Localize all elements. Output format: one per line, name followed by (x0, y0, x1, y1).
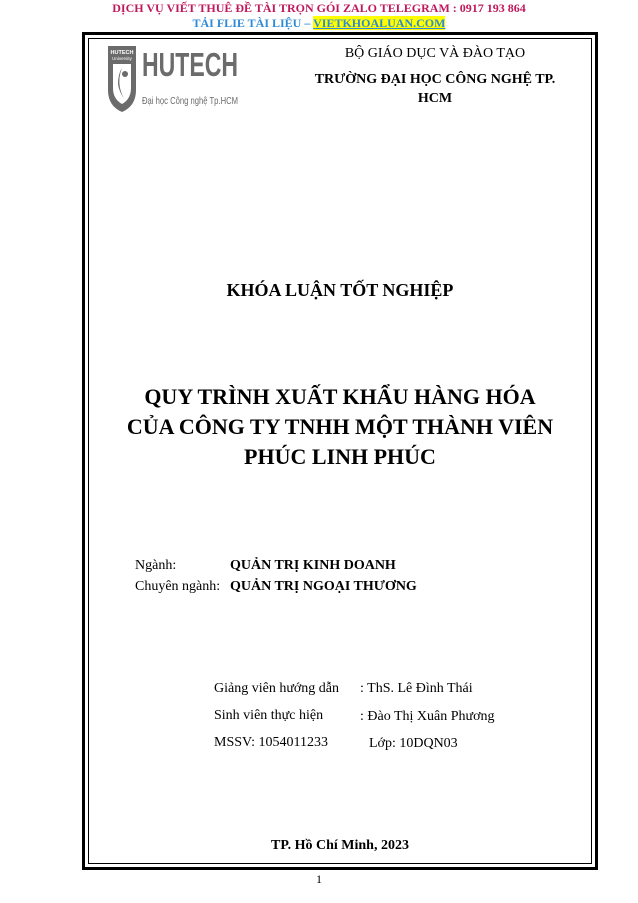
website-link[interactable]: VIETKHOALUAN.COM (313, 16, 446, 30)
major-value: QUẢN TRỊ KINH DOANH (230, 558, 396, 573)
student-label: Sinh viên thực hiện (214, 708, 324, 723)
top-banner-download-line (0, 16, 638, 30)
specialization-value: QUẢN TRỊ NGOẠI THƯƠNG (230, 579, 417, 594)
thesis-type-heading: KHÓA LUẬN TỐT NGHIỆP (226, 280, 454, 300)
hutech-logo (106, 44, 240, 114)
top-banner-line: DỊCH VỤ VIẾT THUÊ ĐỀ TÀI TRỌN GÓI ZALO TELEGRAM : 0917 193 864 (112, 1, 526, 15)
university-name-line2: HCM (417, 91, 453, 106)
banner-download-text: TẢI FLIE TÀI LIỆU – (192, 16, 314, 30)
logo-wordmark: HUTECH (142, 46, 238, 83)
logo-badge-icon (108, 46, 136, 112)
class-value: Lớp: 10DQN03 (369, 736, 458, 751)
student-value: : Đào Thị Xuân Phương (360, 709, 495, 724)
logo-tagline: Đại học Công nghệ Tp.HCM (142, 95, 238, 107)
logo-badge-subtext: University (112, 56, 132, 61)
thesis-title (100, 382, 580, 472)
page-number: 1 (316, 872, 322, 886)
thesis-title-line2: CỦA CÔNG TY TNHH MỘT THÀNH VIÊN (126, 414, 554, 439)
specialization-label: Chuyên ngành: (135, 579, 221, 594)
major-label: Ngành: (135, 558, 177, 573)
university-name (300, 70, 570, 108)
advisor-value: : ThS. Lê Đình Thái (360, 681, 473, 696)
city-year: TP. Hồ Chí Minh, 2023 (271, 838, 409, 853)
university-name-line1: TRƯỜNG ĐẠI HỌC CÔNG NGHỆ TP. (314, 72, 556, 87)
student-id: MSSV: 1054011233 (214, 735, 328, 750)
advisor-label: Giảng viên hướng dẫn (214, 681, 340, 696)
logo-badge-text: HUTECH (110, 50, 134, 56)
thesis-title-line1: QUY TRÌNH XUẤT KHẨU HÀNG HÓA (144, 384, 536, 409)
ministry-name: BỘ GIÁO DỤC VÀ ĐÀO TẠO (344, 46, 526, 61)
thesis-title-line3: PHÚC LINH PHÚC (244, 444, 436, 469)
